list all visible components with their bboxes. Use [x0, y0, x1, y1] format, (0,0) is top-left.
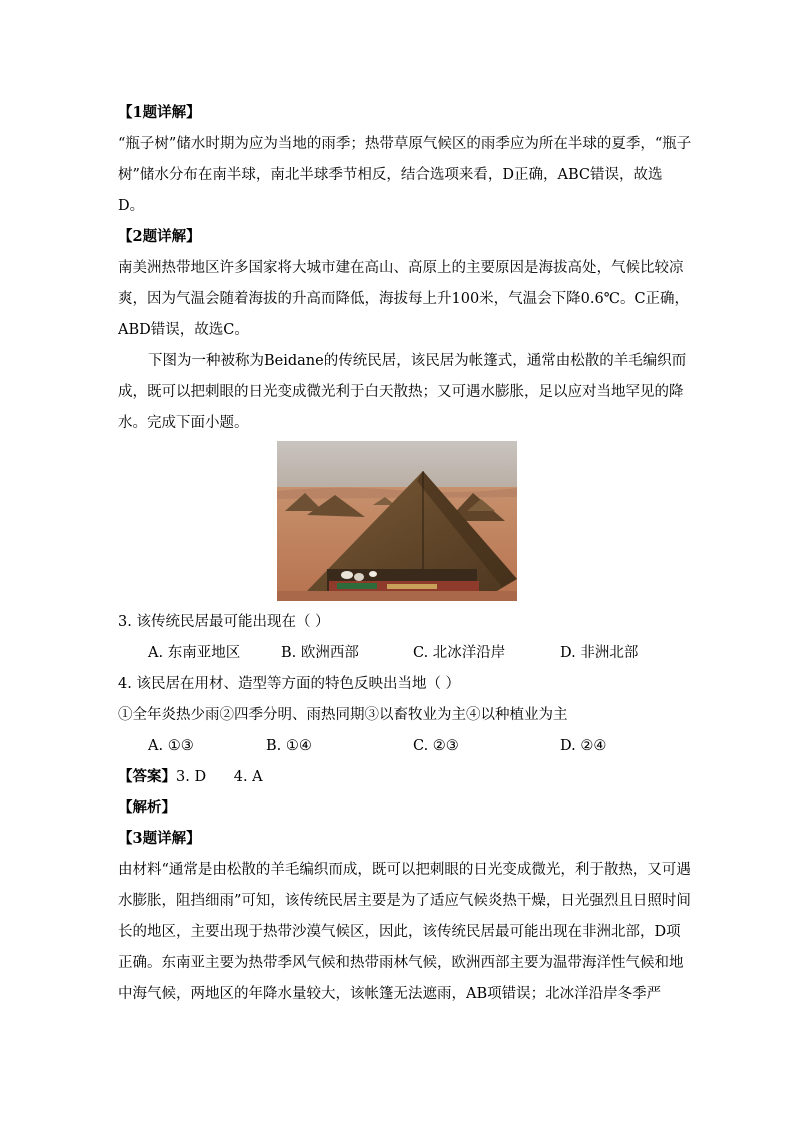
section2-line-3: ABD错误，故选C。 [118, 322, 249, 338]
section2-line-2: 爽，因为气温会随着海拔的升高而降低，海拔每上升100米，气温会下降0.6℃。C正确， [118, 291, 690, 307]
q3-stem: 3. 该传统民居最可能出现在（ ） [118, 614, 330, 630]
q3-option-b: B. 欧洲西部 [281, 645, 359, 661]
section1-line-3: D。 [118, 198, 145, 214]
analysis-label: 【解析】 [118, 799, 176, 816]
section1-line-2: 树”储水分布在南半球，南北半球季节相反，结合选项来看，D正确，ABC错误，故选 [118, 167, 663, 183]
material-line-1: 下图为一种被称为Beidane的传统民居，该民居为帐篷式，通常由松散的羊毛编织而 [148, 353, 687, 369]
section3-line-1: 由材料“通常是由松散的羊毛编织而成，既可以把刺眼的日光变成微光，利于散热，又可遇 [118, 862, 691, 878]
q4-choices: ①全年炎热少雨②四季分明、雨热同期③以畜牧业为主④以种植业为主 [118, 707, 568, 723]
answer-text: 3. D 4. A [176, 769, 263, 785]
desert-tent-photo [277, 441, 517, 601]
section2-line-1: 南美洲热带地区许多国家将大城市建在高山、高原上的主要原因是海拔高处，气候比较凉 [118, 260, 684, 276]
q3-option-d: D. 非洲北部 [560, 645, 639, 661]
q4-stem: 4. 该民居在用材、造型等方面的特色反映出当地（ ） [118, 676, 461, 692]
material-line-2: 成，既可以把刺眼的日光变成微光利于白天散热；又可遇水膨胀，足以应对当地罕见的降 [118, 384, 684, 400]
q4-option-b: B. ①④ [266, 738, 312, 754]
section3-line-5: 中海气候，两地区的年降水量较大，该帐篷无法遮雨，AB项错误；北冰洋沿岸冬季严 [118, 986, 662, 1002]
q4-option-d: D. ②④ [560, 738, 607, 754]
q4-option-c: C. ②③ [413, 738, 459, 754]
section1-line-1: “瓶子树”储水时期为应为当地的雨季；热带草原气候区的雨季应为所在半球的夏季，“瓶子 [118, 136, 692, 152]
q3-option-a: A. 东南亚地区 [148, 645, 241, 661]
section3-heading: 【3题详解】 [118, 830, 201, 847]
material-line-3: 水。完成下面小题。 [118, 415, 249, 431]
section3-line-2: 水膨胀，阻挡细雨”可知，该传统民居主要是为了适应气候炎热干燥，日光强烈且日照时间 [118, 893, 691, 909]
q4-option-a: A. ①③ [148, 738, 194, 754]
section2-heading: 【2题详解】 [118, 228, 201, 245]
section1-heading: 【1题详解】 [118, 104, 201, 121]
section3-line-4: 正确。东南亚主要为热带季风气候和热带雨林气候，欧洲西部主要为温带海洋性气候和地 [118, 955, 684, 971]
answer-label: 【答案】 [118, 768, 176, 785]
answer-line [118, 767, 263, 787]
q3-option-c: C. 北冰洋沿岸 [413, 645, 506, 661]
section3-line-3: 长的地区，主要出现于热带沙漠气候区，因此，该传统民居最可能出现在非洲北部，D项 [118, 924, 681, 940]
